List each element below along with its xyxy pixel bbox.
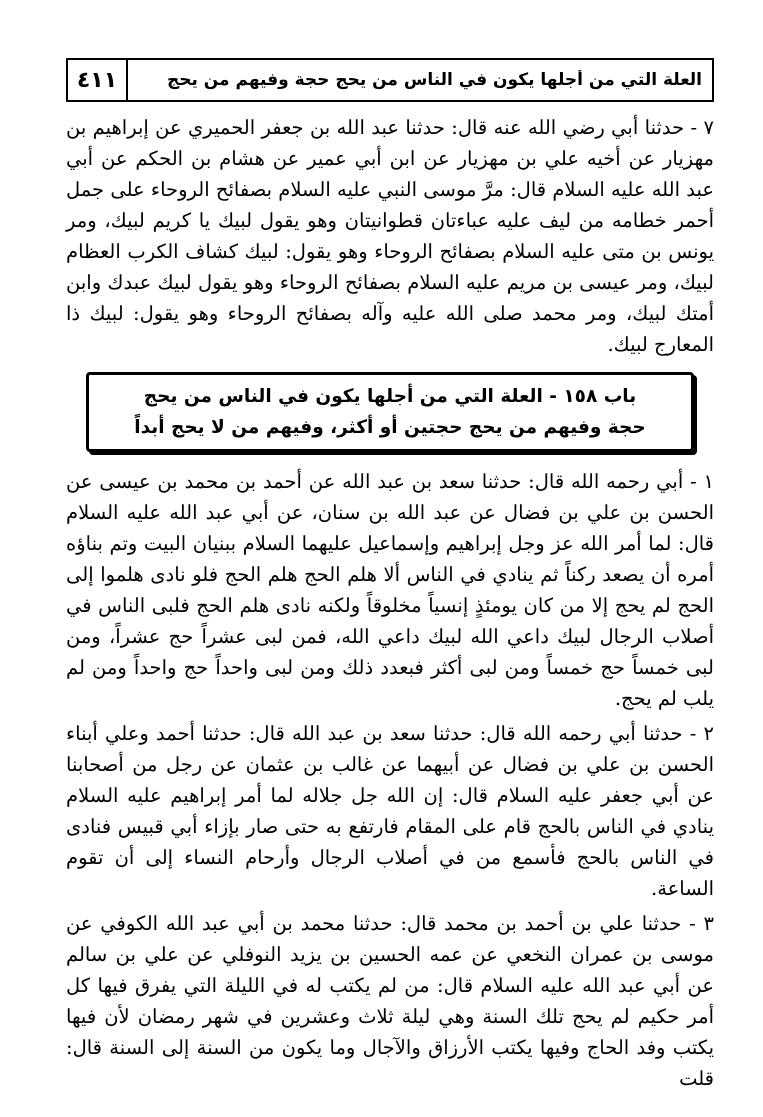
page-body (66, 112, 714, 1094)
chapter-heading-line-2: حجة وفيهم من يحج حجتين أو أكثر، وفيهم من لا يحج أبداً (134, 417, 646, 438)
hadith-paragraph-7: ٧ - حدثنا أبي رضي الله عنه قال: حدثنا عبد الله بن جعفر الحميري عن إبراهيم بن مهزيار عن أخيه علي بن مهزيار عن ابن أبي عمير عن هشام بن الحكم عن أبي عبد الله عليه السلام قال: مرَّ موسى النبي عليه السلام بصفائح الروحاء على جمل أحمر خطامه من ليف عليه عباءتان قطوانيتان وهو يقول لبيك يا كريم لبيك، ومر يونس بن متى عليه السلام بصفائح الروحاء وهو يقول: لبيك كشاف الكرب العظام لبيك، ومر عيسى بن مريم عليه السلام بصفائح الروحاء وهو يقول لبيك عبدك وابن أمتك لبيك، ومر محمد صلى الله عليه وآله بصفائح الروحاء وهو يقول: لبيك ذا المعارج لبيك. (66, 116, 714, 356)
chapter-heading-box (86, 372, 694, 452)
hadith-paragraph-3: ٣ - حدثنا علي بن أحمد بن محمد قال: حدثنا محمد بن أبي عبد الله الكوفي عن موسى بن عمران النخعي عن عمه الحسين بن يزيد النوفلي عن علي بن سالم عن أبي عبد الله عليه السلام قال: من لم يكتب له في الليلة التي يفرق فيها كل أمر حكيم لم يحج تلك السنة وهي ليلة ثلاث وعشرين في شهر رمضان لأن فيها يكتب وفد الحاج وفيها يكتب الأرزاق والآجال وما يكون من السنة إلى السنة قال: قلت (66, 912, 714, 1090)
chapter-heading-line-1: باب ١٥٨ - العلة التي من أجلها يكون في الناس من يحج (143, 386, 637, 407)
hadith-paragraph-2: ٢ - حدثنا أبي رحمه الله قال: حدثنا سعد بن عبد الله قال: حدثنا أحمد وعلي أبناء الحسن بن علي بن فضال عن أبيهما عن غالب بن عثمان عن رجل من أصحابنا عن أبي جعفر عليه السلام قال: إن الله جل جلاله لما أمر إبراهيم عليه السلام ينادي في الناس بالحج قام على المقام فارتفع به حتى صار بإزاء أبي قبيس فنادى في الناس بالحج فأسمع من في أصلاب الرجال وأرحام النساء إلى أن تقوم الساعة. (66, 722, 714, 900)
running-title: العلة التي من أجلها يكون في الناس من يحج حجة وفيهم من يحج (166, 70, 702, 90)
page-header (66, 58, 714, 102)
page-number: ٤١١ (68, 60, 128, 100)
hadith-paragraph-1: ١ - أبي رحمه الله قال: حدثنا سعد بن عبد الله عن أحمد بن محمد بن عيسى عن الحسن بن علي بن فضال عن عبد الله بن سنان، عن أبي عبد الله عليه السلام قال: لما أمر الله عز وجل إبراهيم وإسماعيل عليهما السلام ببنيان البيت وتم بناؤه أمره أن يصعد ركناً ثم ينادي في الناس ألا هلم الحج هلم الحج فلو نادى هلموا إلى الحج لم يحج إلا من كان يومئذٍ إنسياً مخلوقاً ولكنه نادى هلم الحج فلبى الناس في أصلاب الرجال لبيك داعي الله لبيك داعي الله، فمن لبى عشراً حج عشراً، ومن لبى خمساً حج خمساً ومن لبى أكثر فبعدد ذلك ومن لبى واحداً حج واحداً ومن لم يلب لم يحج. (66, 470, 714, 710)
